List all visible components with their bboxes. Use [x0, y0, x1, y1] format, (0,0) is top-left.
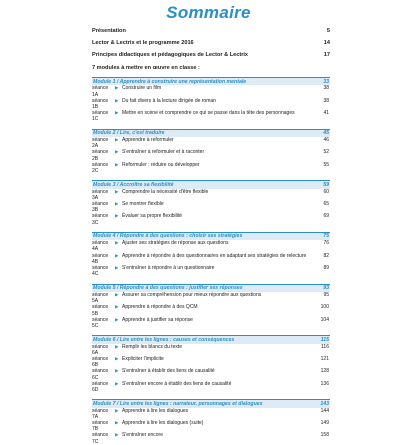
arrow-right-icon: ▶: [115, 343, 119, 349]
module-header: [92, 77, 330, 85]
seance-label: séance 4C: [92, 265, 109, 278]
seance-label: séance 6C: [92, 368, 109, 381]
module-header: [92, 180, 330, 188]
arrow-right-icon: ▶: [115, 407, 119, 413]
intro-list: [92, 28, 330, 72]
seance-label: séance 3A: [92, 188, 109, 201]
intro-text: Lector & Lectrix et le programme 2016: [92, 40, 194, 47]
seance-label: séance 5C: [92, 316, 109, 329]
arrow-right-icon: ▶: [115, 316, 119, 322]
intro-page: 17: [323, 52, 330, 59]
seance-row: [92, 381, 330, 393]
seance-row: [92, 201, 330, 213]
seance-label: séance 4A: [92, 240, 109, 253]
seance-page: 46: [323, 137, 329, 144]
module-header: [92, 335, 330, 343]
module-page: 75: [323, 233, 329, 240]
seance-row: [92, 432, 330, 444]
seance-row: [92, 408, 330, 420]
arrow-right-icon: ▶: [115, 252, 119, 258]
seance-label: séance 6A: [92, 343, 109, 356]
seance-row: [92, 149, 330, 161]
seance-title: Apprendre à lire les dialogues (suite): [122, 419, 204, 426]
seance-row: [92, 265, 330, 277]
arrow-right-icon: ▶: [115, 149, 119, 155]
module-page: 59: [323, 181, 329, 188]
seance-row: [92, 420, 330, 432]
seance-label: séance 2C: [92, 161, 109, 175]
seance-row: [92, 110, 330, 122]
seance-row: [92, 292, 330, 304]
seance-title: S'entraîner à répondre à un questionnaire: [122, 265, 215, 272]
seance-label: séance 5B: [92, 304, 109, 317]
seance-title: Reformuler : réduire ou développer: [122, 161, 200, 168]
seance-title: S'entraîner à établir des liens de causalité: [122, 368, 215, 375]
seance-title: S'entraîner à reformuler et à raconter: [122, 149, 205, 156]
seance-page: 144: [320, 407, 329, 414]
seance-title: Assurer sa compréhension pour mieux répondre aux questions: [122, 291, 262, 298]
seance-row: [92, 137, 330, 149]
seance-row: [92, 240, 330, 252]
module-header: [92, 129, 330, 137]
arrow-right-icon: ▶: [115, 380, 119, 386]
seance-label: séance 1B: [92, 97, 109, 111]
seance-title: S'entraîner encore: [122, 432, 163, 439]
seance-page: 136: [320, 380, 329, 387]
modules-list: [92, 71, 330, 445]
seance-label: séance 1A: [92, 85, 109, 98]
module-page: 143: [320, 400, 329, 407]
seance-label: séance 1C: [92, 110, 109, 123]
seance-title: Ajuster ses stratégies de réponse aux questions: [122, 240, 229, 247]
seance-label: séance 3C: [92, 213, 109, 226]
seance-label: séance 6B: [92, 355, 109, 369]
arrow-right-icon: ▶: [115, 137, 119, 143]
module-header: [92, 284, 330, 292]
page-title: Sommaire: [166, 3, 251, 22]
arrow-right-icon: ▶: [115, 85, 119, 91]
seance-label: séance 7B: [92, 419, 109, 433]
seance-page: 38: [323, 97, 329, 104]
arrow-right-icon: ▶: [115, 432, 119, 438]
module-title: Module 7 / Lire entre les lignes : narrateur, personnages et dialogues: [93, 400, 263, 407]
seance-page: 69: [323, 213, 329, 220]
seance-title: Évaluer sa propre flexibilité: [122, 213, 183, 220]
seance-title: Apprendre à répondre à des QCM: [122, 304, 198, 311]
seance-title: Apprendre à lire les dialogues: [122, 407, 189, 414]
arrow-right-icon: ▶: [115, 355, 119, 361]
arrow-right-icon: ▶: [115, 201, 119, 207]
seance-title: Remplir les blancs du texte: [122, 343, 183, 350]
seance-page: 158: [320, 432, 329, 439]
module-title: Module 6 / Lire entre les lignes : causes et conséquences: [93, 336, 235, 343]
seance-label: séance 7A: [92, 407, 109, 420]
seance-row: [92, 368, 330, 380]
seance-page: 76: [323, 240, 329, 247]
module-title: Module 1 / Apprendre à construire une représentation mentale: [93, 78, 247, 85]
seance-title: Apprendre à justifier sa réponse: [122, 316, 193, 323]
seance-title: Apprendre à reformuler: [122, 137, 174, 144]
intro-item: [92, 28, 330, 35]
seance-page: 60: [323, 188, 329, 195]
arrow-right-icon: ▶: [115, 161, 119, 167]
seance-title: Apprendre à répondre à des questionnaires en adaptant ses stratégies de relecture: [122, 252, 307, 259]
module-page: 93: [323, 285, 329, 291]
seance-title: S'entraîner encore à établir des liens de causalité: [122, 380, 232, 387]
intro-item: [92, 52, 330, 59]
seance-label: séance 6D: [92, 380, 109, 393]
seance-row: [92, 189, 330, 201]
intro-text: 7 modules à mettre en œuvre en classe :: [92, 64, 200, 71]
seance-label: séance 5A: [92, 291, 109, 305]
seance-page: 95: [323, 291, 329, 298]
seance-row: [92, 253, 330, 265]
module-header: [92, 232, 330, 240]
seance-label: séance 2B: [92, 149, 109, 162]
module-page: 45: [323, 130, 329, 137]
seance-page: 89: [323, 265, 329, 272]
arrow-right-icon: ▶: [115, 188, 119, 194]
arrow-right-icon: ▶: [115, 368, 119, 374]
seance-page: 65: [323, 201, 329, 208]
arrow-right-icon: ▶: [115, 304, 119, 310]
intro-text: Présentation: [92, 28, 126, 34]
module-header: [92, 399, 330, 407]
arrow-right-icon: ▶: [115, 110, 119, 116]
intro-text: Principes didactiques et pédagogiques de Lector & Lectrix: [92, 52, 249, 59]
module-page: 33: [323, 78, 329, 85]
seance-title: Comprendre la nécessité d'être flexible: [122, 188, 209, 195]
seance-page: 149: [320, 419, 329, 426]
seance-label: séance 4B: [92, 252, 109, 265]
module-title: Module 5 / Répondre à des questions : justifier ses réponses: [93, 285, 243, 291]
arrow-right-icon: ▶: [115, 97, 119, 103]
seance-title: Construire un film: [122, 85, 162, 92]
seance-label: séance 2A: [92, 137, 109, 150]
module-page: 115: [320, 336, 329, 343]
seance-row: [92, 356, 330, 368]
arrow-right-icon: ▶: [115, 291, 119, 297]
module-title: Module 4 / Répondre à des questions : choisir ses stratégies: [93, 233, 243, 240]
seance-row: [92, 344, 330, 356]
seance-page: 82: [323, 252, 329, 259]
seance-page: 52: [323, 149, 329, 156]
seance-row: [92, 304, 330, 316]
seance-title: Expliciter l'implicite: [122, 355, 164, 362]
seance-title: Se montrer flexible: [122, 201, 164, 208]
module-title: Module 3 / Accroître sa flexibilité: [93, 181, 174, 188]
arrow-right-icon: ▶: [115, 265, 119, 271]
seance-page: 104: [320, 316, 329, 323]
seance-label: séance 7C: [92, 432, 109, 445]
arrow-right-icon: ▶: [115, 240, 119, 246]
arrow-right-icon: ▶: [115, 213, 119, 219]
seance-row: [92, 85, 330, 97]
seance-label: séance 3B: [92, 201, 109, 214]
module-title: Module 2 / Lire, c'est traduire: [93, 130, 165, 137]
seance-row: [92, 213, 330, 225]
seance-page: 100: [320, 304, 329, 311]
seance-row: [92, 317, 330, 329]
arrow-right-icon: ▶: [115, 419, 119, 425]
seance-page: 121: [320, 355, 329, 362]
seance-page: 116: [321, 343, 329, 350]
seance-title: Mettre en scène et comprendre ce qui se passe dans la tête des personnages: [122, 110, 295, 117]
intro-page: 14: [323, 40, 330, 47]
seance-row: [92, 98, 330, 110]
seance-title: Du fait divers à la lecture dirigée de roman: [122, 97, 216, 104]
intro-item: [92, 40, 330, 47]
seance-page: 41: [323, 110, 329, 117]
seance-page: 128: [320, 368, 329, 375]
seance-page: 38: [323, 85, 329, 92]
seance-row: [92, 162, 330, 174]
seance-page: 55: [323, 161, 329, 168]
intro-page: 5: [326, 28, 330, 34]
